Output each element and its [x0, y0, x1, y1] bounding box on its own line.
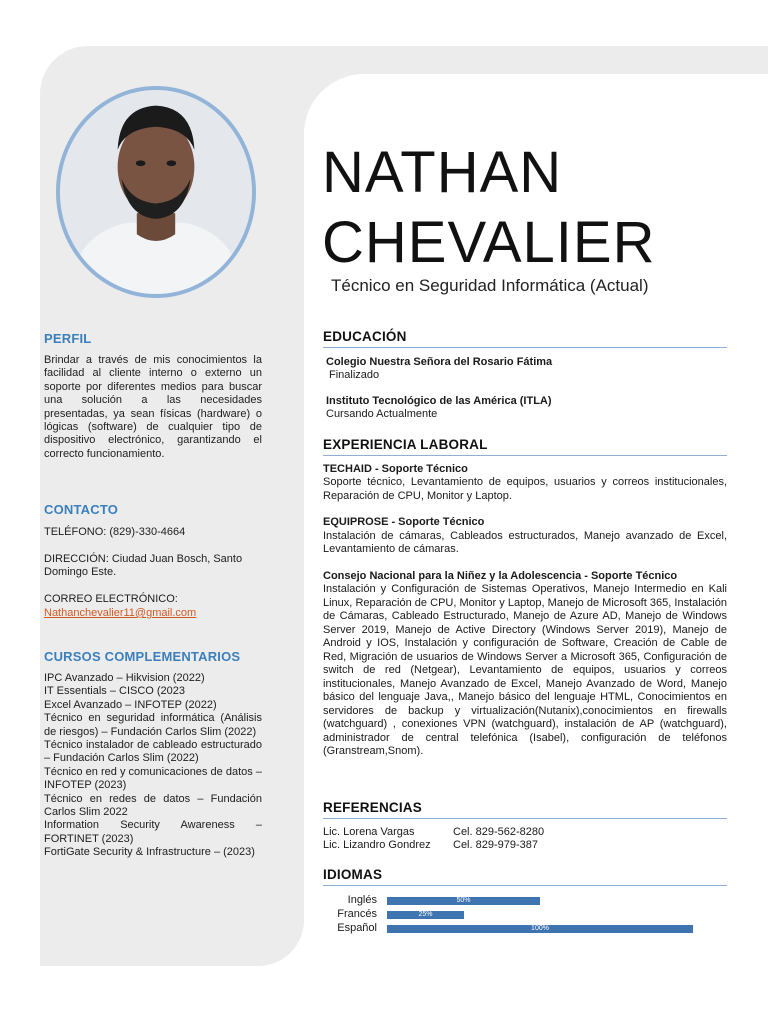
language-bar	[387, 925, 693, 933]
contacto-heading: CONTACTO	[44, 502, 119, 517]
language-bar	[387, 897, 540, 905]
course-item: Técnico instalador de cableado estructurado – Fundación Carlos Slim (2022)	[44, 739, 262, 765]
last-name: CHEVALIER	[322, 210, 656, 275]
education-item	[323, 395, 727, 422]
contact-phone: TELÉFONO: (829)-330-4664	[44, 526, 186, 538]
course-item: Técnico en seguridad informática (Análisis de riesgos) – Fundación Carlos Slim (2022)	[44, 712, 262, 738]
experience-desc: Instalación y Configuración de Sistemas Operativos, Manejo Intermedio en Kali Linux, Reparación de CPU, Monitor y Laptop, Manejo de Microsoft 365, Instalación de Cámaras, Cableado Estructurado, Manejo de Azure AD, Manejo de Windows Server 2019, Manejo de Active Directory (Windows Server 2019), Manejo de Android y IOS, Instalación y configuración de Software, Creación de Cable de Red, Migración de usuarios de Windows Server a Microsoft 365, Configuración de switch de red (Netgear), Levantamiento de equipos, usuarios y correos institucionales, Manejo Avanzado de Excel, Manejo Avanzado de Word, Manejo básico del lenguaje Java,, Manejo básico del lenguaje HTML, Conocimientos en servidores de backup y virtualización(Nutanix),conocimientos en firewalls (watchguard) , conexiones VPN (watchguard), instalación de AP (watchguard), administrador de central telefónica (Isabel), configuración de teléfonos (Granstream,Snom).	[323, 583, 727, 757]
cursos-list	[44, 672, 262, 860]
language-row	[323, 923, 727, 935]
reference-name: Lic. Lizandro Gondrez	[323, 839, 431, 851]
first-name: NATHAN	[322, 140, 563, 205]
education-item	[323, 356, 727, 383]
experience-title: TECHAID - Soporte Técnico	[323, 462, 468, 475]
education-school: Instituto Tecnológico de las América (ITLA)	[326, 394, 552, 407]
education-status: Finalizado	[329, 369, 380, 381]
language-bar	[387, 911, 464, 919]
experience-desc: Soporte técnico, Levantamiento de equipos, usuarios y correos institucionales, Reparación de CPU, Monitor y Laptop.	[323, 476, 727, 502]
course-item: IPC Avanzado – Hikvision (2022)	[44, 672, 205, 684]
experience-section	[323, 438, 727, 759]
course-item: Information Security Awareness – FORTINET (2023)	[44, 819, 262, 845]
references-heading: REFERENCIAS	[323, 801, 727, 819]
reference-row	[323, 826, 727, 840]
contact-email-link[interactable]: Nathanchevalier11@gmail.com	[44, 607, 197, 619]
language-name: Inglés	[347, 894, 377, 906]
experience-title: Consejo Nacional para la Niñez y la Adolescencia - Soporte Técnico	[323, 569, 678, 582]
reference-phone: Cel. 829-562-8280	[453, 825, 545, 838]
language-row	[323, 895, 727, 907]
experience-heading: EXPERIENCIA LABORAL	[323, 438, 727, 456]
reference-row	[323, 839, 727, 853]
course-item: Técnico en redes de datos – Fundación Carlos Slim 2022	[44, 792, 262, 819]
cursos-heading: CURSOS COMPLEMENTARIOS	[44, 649, 241, 664]
reference-name: Lic. Lorena Vargas	[323, 825, 415, 838]
profile-photo	[56, 86, 256, 298]
languages-heading: IDIOMAS	[323, 868, 727, 886]
job-title: Técnico en Seguridad Informática (Actual)	[331, 276, 649, 295]
contact-address: DIRECCIÓN: Ciudad Juan Bosch, Santo Domingo Este.	[44, 553, 243, 579]
experience-desc: Instalación de cámaras, Cableados estructurados, Manejo avanzado de Excel, Levantamiento de cámaras.	[323, 529, 727, 555]
language-name: Francés	[337, 908, 377, 920]
language-row	[323, 909, 727, 921]
perfil-heading: PERFIL	[44, 331, 92, 346]
language-percent: 100%	[531, 925, 549, 932]
contact-email-label: CORREO ELECTRÓNICO:	[44, 593, 178, 605]
education-heading: EDUCACIÓN	[323, 330, 727, 348]
languages-section	[323, 868, 727, 886]
language-percent: 25%	[418, 911, 433, 918]
language-percent: 50%	[456, 897, 471, 904]
language-name: Español	[337, 922, 377, 934]
education-section	[323, 330, 727, 422]
course-item: Técnico en red y comunicaciones de datos – INFOTEP (2023)	[44, 765, 262, 792]
reference-phone: Cel. 829-979-387	[453, 839, 539, 851]
education-school: Colegio Nuestra Señora del Rosario Fátima	[326, 355, 553, 368]
experience-item	[323, 570, 727, 759]
experience-item	[323, 463, 727, 504]
education-status: Cursando Actualmente	[326, 408, 438, 420]
perfil-text: Brindar a través de mis conocimientos la facilidad al cliente interno o externo un soporte por diferentes medios para buscar una solución a las necesidades presentadas, ya sean físicas (hardware) o lógicas (software) de cualquier tipo de dispositivo electrónico, garantizando el correcto funcionamiento.	[44, 354, 262, 460]
course-item: IT Essentials – CISCO (2023	[44, 685, 186, 698]
person-portrait-icon	[60, 90, 252, 294]
experience-item	[323, 516, 727, 557]
experience-title: EQUIPROSE - Soporte Técnico	[323, 516, 485, 528]
course-item: Excel Avanzado – INFOTEP (2022)	[44, 698, 217, 711]
course-item: FortiGate Security & Infrastructure – (2023)	[44, 846, 255, 859]
references-section	[323, 801, 727, 853]
